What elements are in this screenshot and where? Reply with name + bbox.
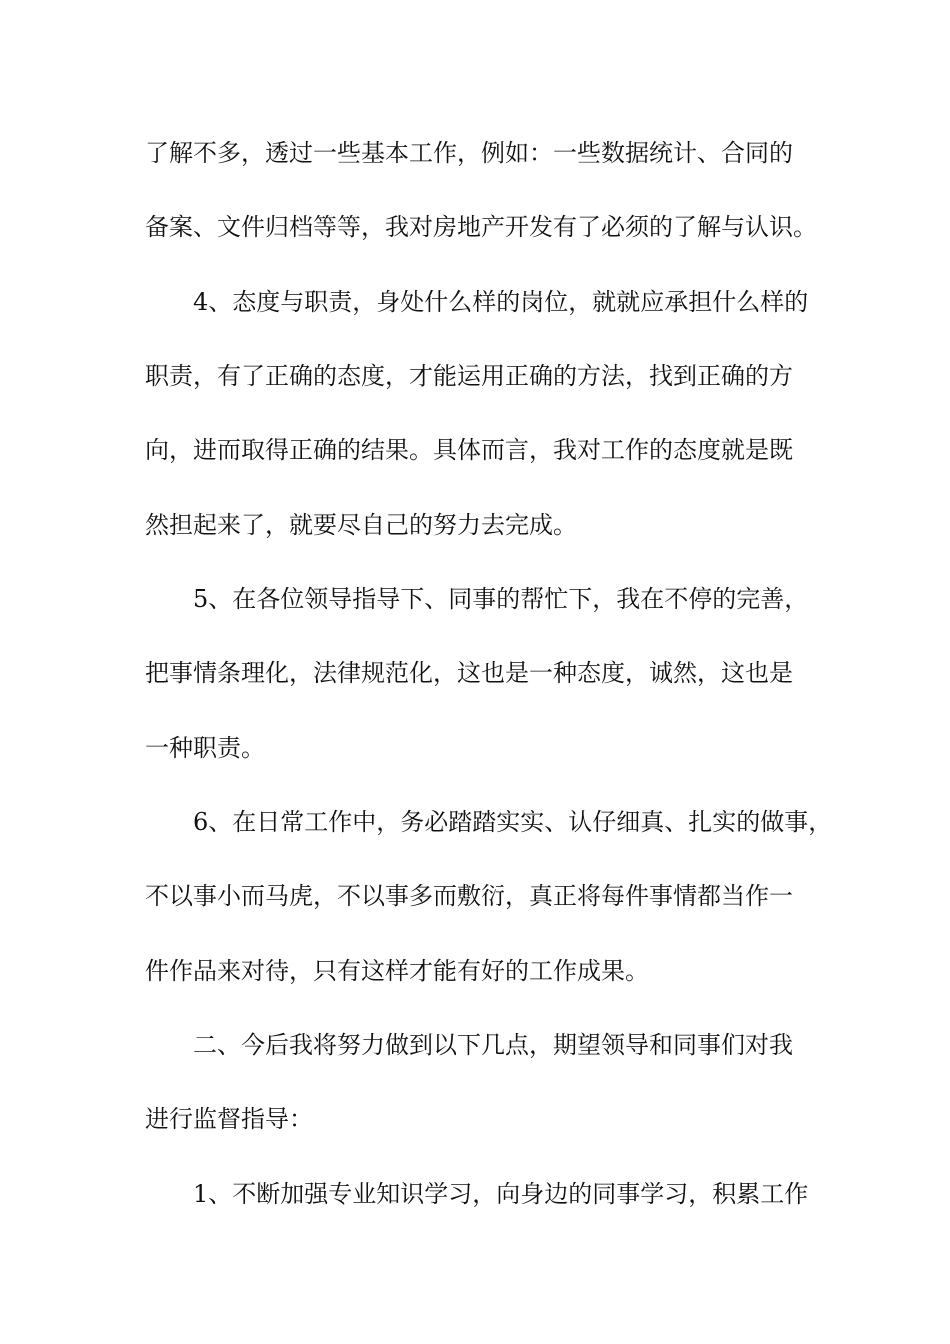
section-heading-line: 二、今后我将努力做到以下几点，期望领导和同事们对我 bbox=[193, 1031, 793, 1059]
text-line: 向，进而取得正确的结果。具体而言，我对工作的态度就是既 bbox=[145, 436, 793, 464]
text-line: 了解不多，透过一些基本工作，例如：一些数据统计、合同的 bbox=[145, 139, 793, 167]
text-line: 进行监督指导： bbox=[145, 1105, 313, 1133]
text-line: 一种职责。 bbox=[145, 734, 265, 762]
text-line: 件作品来对待，只有这样才能有好的工作成果。 bbox=[145, 957, 649, 985]
text-line: 把事情条理化，法律规范化，这也是一种态度，诚然，这也是 bbox=[145, 659, 793, 687]
paragraph-start-line: 5、在各位领导指导下、同事的帮忙下，我在不停的完善， bbox=[193, 585, 809, 613]
text-line: 职责，有了正确的态度，才能运用正确的方法，找到正确的方 bbox=[145, 362, 793, 390]
text-line: 然担起来了，就要尽自己的努力去完成。 bbox=[145, 511, 577, 539]
paragraph-start-line: 1、不断加强专业知识学习，向身边的同事学习，积累工作 bbox=[193, 1180, 809, 1208]
text-line: 备案、文件归档等等，我对房地产开发有了必须的了解与认识。 bbox=[145, 213, 817, 241]
paragraph-start-line: 4、态度与职责，身处什么样的岗位，就就应承担什么样的 bbox=[193, 288, 809, 316]
paragraph-start-line: 6、在日常工作中，务必踏踏实实、认仔细真、扎实的做事， bbox=[193, 808, 833, 836]
text-line: 不以事小而马虎，不以事多而敷衍，真正将每件事情都当作一 bbox=[145, 882, 793, 910]
